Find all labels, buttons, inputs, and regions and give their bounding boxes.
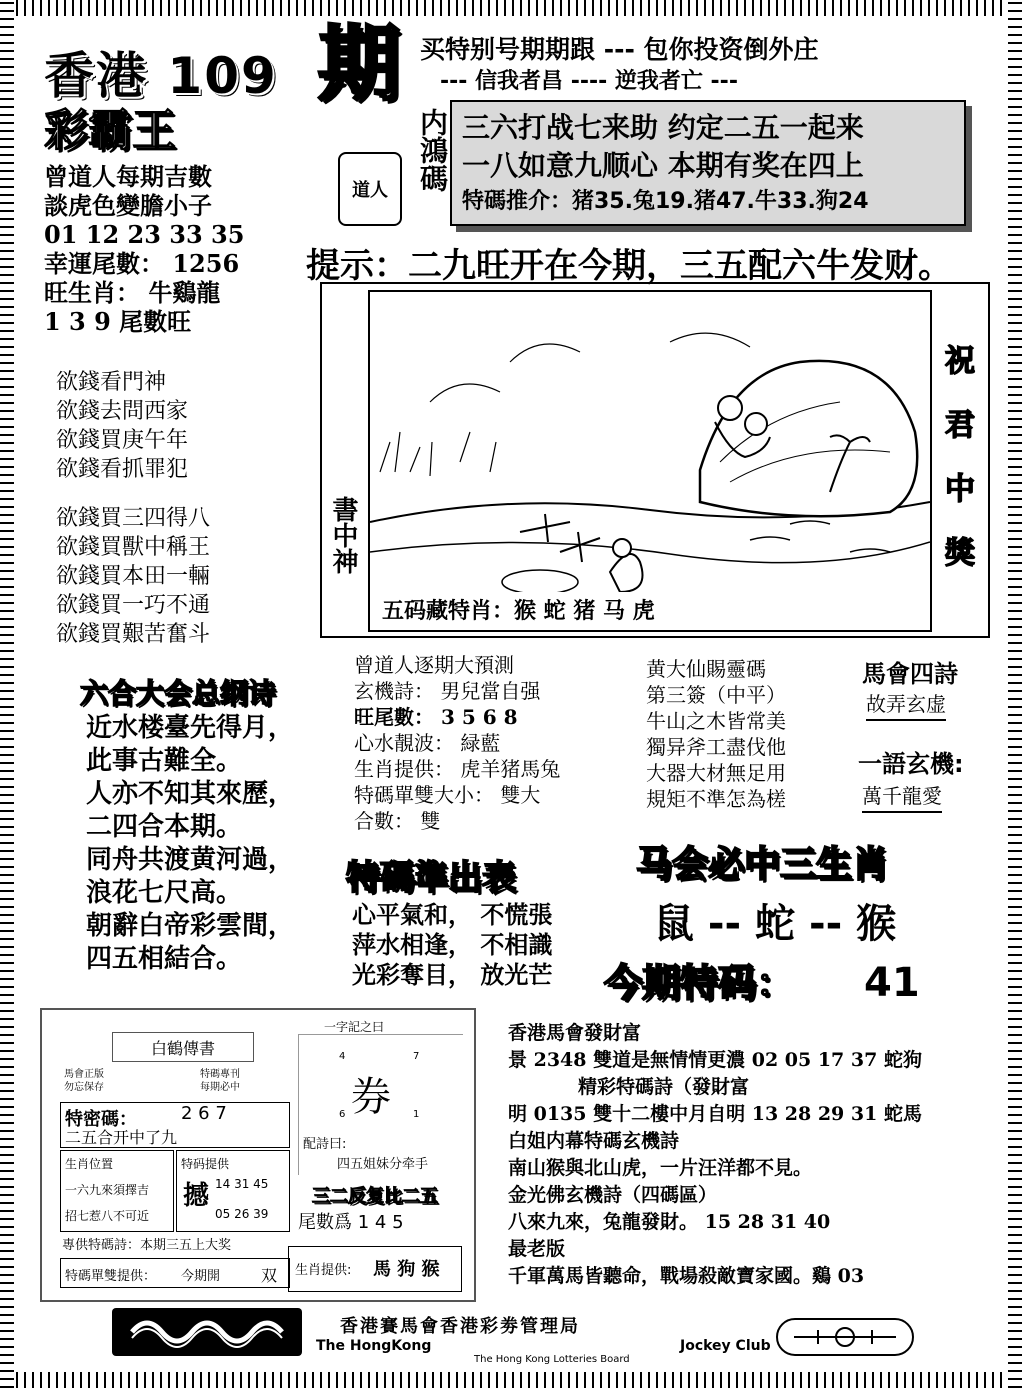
huang-line: 黄大仙賜靈碼: [646, 657, 766, 681]
footer-cn: 香港賽馬會香港彩劵管理局: [340, 1316, 580, 1337]
shengxiao-box: [60, 1150, 174, 1232]
poem-body: [86, 712, 294, 976]
danshuang-label: 特碼單雙提供：: [65, 1269, 157, 1284]
poem-line: 人亦不知其來歷，: [86, 779, 295, 809]
danshuang-right: 双: [261, 1266, 278, 1285]
small-text: 馬會正版: [64, 1069, 104, 1080]
shengxiao-line-2: 招七惹八不可近: [65, 1209, 150, 1223]
footer-en-3: The Hong Kong Lotteries Board: [474, 1354, 630, 1365]
neihongma-box: [450, 100, 966, 226]
border-left: [0, 0, 14, 1388]
tema-biao-line: 光彩奪目， 放光芒: [352, 960, 553, 989]
zhong-char: 中: [945, 472, 975, 507]
tema-tigong-box: [176, 1150, 290, 1232]
zeng-line: 合數： 雙: [354, 809, 441, 833]
neihongma-label: 内鴻碼: [416, 108, 449, 192]
daoren-logo-text: 道人: [338, 152, 402, 226]
yuqian-item: 欲錢看門神: [56, 370, 167, 395]
border-bottom: [0, 1372, 1022, 1388]
left-info-line: 曾道人每期吉數: [44, 162, 212, 191]
poem-line: 此事古難全。: [86, 746, 243, 776]
left-info-line: 1 3 9 尾數旺: [44, 307, 192, 336]
ink-illustration: [368, 290, 932, 632]
yuqian-item: 欲錢買庚午年: [56, 428, 189, 453]
zeng-line: 曾道人逐期大預測: [354, 653, 514, 677]
yuqian-item: 欲錢買艱苦奮斗: [56, 622, 211, 647]
tema-biao-line: 心平氣和， 不慌張: [352, 900, 553, 929]
left-info-line: 幸運尾數： 1256: [44, 249, 240, 278]
zima-label: 特密碼：: [65, 1109, 137, 1130]
daoren-logo: [330, 112, 412, 230]
baihe-small-right: [200, 1068, 240, 1094]
peishi-text: 四五姐妹分牵手: [337, 1157, 429, 1172]
left-info-line: 01 12 23 33 35: [44, 220, 245, 249]
rb-line: 香港馬會發財富: [508, 1022, 642, 1044]
picture-left-label: 書中神: [328, 496, 358, 574]
left-info-line: 談虎色變膽小子: [44, 191, 212, 220]
tema-biao-title: 特碼準出表: [346, 858, 516, 898]
jinqi-label: 今期特码：: [604, 961, 795, 1005]
small-text: 特碼專刊: [200, 1069, 240, 1080]
picture-frame: [320, 282, 990, 638]
huang-line: 規矩不準怎為槎: [646, 787, 786, 811]
jockey-club-logo: [112, 1308, 302, 1356]
rb-line: 明 0135 雙十二樓中月自明 13 28 29 31 蛇馬: [508, 1103, 922, 1125]
rb-line: 金光佛玄機詩（四碼區）: [508, 1184, 718, 1206]
picture-right-label: [936, 330, 984, 586]
yuqian-item: 欲錢買一巧不通: [56, 593, 211, 618]
rb-line: 白姐内幕特碼玄機詩: [508, 1130, 680, 1152]
jun-char: 君: [945, 408, 975, 443]
huang-line: 第三簽（中平）: [646, 683, 786, 707]
yizi-panel: [298, 1034, 463, 1175]
yizi-num-1: 1: [413, 1109, 420, 1120]
rb-line: 南山猴與北山虎，一片汪洋都不見。: [508, 1157, 813, 1179]
poem-line: 四五相結合。: [86, 944, 243, 974]
rb-line: 八來九來，兔龍發財。 15 28 31 40: [508, 1211, 831, 1233]
jinqi-value: 41: [864, 960, 920, 1006]
yuqian-item: 欲錢買三四得八: [56, 506, 211, 531]
danshuang-box: [60, 1258, 290, 1288]
zhuangong-line: 專供特碼詩：本期三五上大奖: [62, 1238, 232, 1253]
poem-line: 浪花七尺高。: [86, 878, 243, 908]
yuqian-list-b: [56, 504, 210, 649]
slogan-line-1: 买特别号期期跟 --- 包你投资倒外庄: [420, 35, 819, 64]
neihongma-line-2: 一八如意九顺心 本期有奖在四上: [462, 149, 864, 182]
shengxiao-line-1: 一六九來須擇吉: [65, 1183, 150, 1197]
mahui-shi-text: 故弄玄虚: [866, 688, 946, 721]
jiang-char: 獎: [945, 536, 975, 571]
zeng-line: 生肖提供： 虎羊猪馬兔: [354, 757, 561, 781]
huang-line: 獨异斧工盡伐他: [646, 735, 786, 759]
border-right: [1008, 0, 1022, 1388]
yizi-num-6: 6: [339, 1109, 346, 1120]
rb-line: 精彩特碼詩（發財富: [578, 1076, 750, 1098]
brand-title: 香港 109: [44, 47, 278, 105]
poem-line: 二四合本期。: [86, 812, 243, 842]
baihe-small-left: [64, 1068, 104, 1094]
yiyu-text: 萬千龍愛: [862, 780, 942, 813]
shengxiao-tigong-value: 馬 狗 猴: [373, 1259, 440, 1280]
zima-value: 2 6 7: [181, 1103, 227, 1124]
tema-nums-2: 05 26 39: [215, 1207, 269, 1221]
small-text: 勿忘保存: [64, 1082, 104, 1093]
brand-subtitle: 彩霸王: [44, 105, 176, 156]
footer-en-2: Jockey Club: [680, 1338, 771, 1354]
poem-line: 朝辭白帝彩雲間，: [86, 911, 295, 941]
bizhong-animals: 鼠 -- 蛇 -- 猴: [654, 901, 897, 947]
yiyu-title: 一語玄機:: [858, 750, 964, 778]
bizhong-title: 马会必中三生肖: [636, 844, 889, 885]
yizi-label: 一字記之曰: [324, 1020, 385, 1034]
peishi-label: 配詩曰:: [303, 1137, 347, 1152]
tema-tigong-label: 特码提供: [181, 1157, 230, 1171]
small-text: 每期必中: [200, 1082, 240, 1093]
danshuang-left: 今期開: [181, 1269, 221, 1284]
tip-text: 提示：二九旺开在今期，三五配六牛发财。: [306, 246, 952, 286]
rb-line: 千軍萬馬皆聽命，戰場殺敵寶家國。鷄 03: [508, 1265, 865, 1287]
yuqian-item: 欲錢去問西家: [56, 399, 189, 424]
poem-title: 六合大会总纲诗: [80, 677, 277, 710]
zeng-line: 玄機詩： 男兒當自强: [354, 679, 541, 703]
lotteries-logo: [776, 1318, 914, 1356]
baihe-title: 白鶴傳書: [112, 1032, 254, 1062]
slogan-line-2: --- 信我者昌 ---- 逆我者亡 ---: [440, 69, 738, 94]
huang-line: 牛山之木皆常美: [646, 709, 786, 733]
left-info: [44, 162, 244, 336]
baihe-box: [40, 1008, 476, 1302]
tema-nums-1: 14 31 45: [215, 1177, 269, 1191]
right-bottom-list: [508, 1020, 994, 1290]
footer-en-1: The HongKong: [316, 1338, 432, 1354]
border-top: [0, 0, 1022, 16]
zeng-predict: [354, 652, 560, 834]
poem-line: 同舟共渡黄河過，: [86, 845, 295, 875]
shengxiao-tigong-box: [288, 1246, 462, 1292]
yuqian-item: 欲錢買本田一輛: [56, 564, 211, 589]
yizi-num-7: 7: [413, 1051, 420, 1062]
zeng-line: 特碼單雙大小： 雙大: [354, 783, 541, 807]
rb-line: 最老版: [508, 1238, 566, 1260]
shengxiao-label: 生肖位置: [65, 1157, 114, 1171]
huang-daxian: [646, 656, 786, 812]
neihongma-line-1: 三六打战七来助 约定二五一起来: [462, 111, 864, 144]
tema-char: 撼: [183, 1181, 210, 1211]
neihongma-line-3: 特碼推介：猪35.兔19.猪47.牛33.狗24: [462, 189, 869, 214]
zima-line: 二五合开中了九: [65, 1128, 178, 1147]
yizi-num-4: 4: [339, 1051, 346, 1062]
qi-character: 期: [318, 17, 401, 112]
rb-line: 景 2348 雙道是無情情更濃 02 05 17 37 蛇狗: [508, 1049, 922, 1071]
yizi-char: 券: [351, 1074, 391, 1120]
huang-line: 大器大材無足用: [646, 761, 786, 785]
zima-box: [60, 1102, 290, 1148]
yuqian-item: 欲錢買獸中稱王: [56, 535, 211, 560]
yuqian-item: 欲錢看抓罪犯: [56, 457, 189, 482]
shengxiao-tigong-label: 生肖提供:: [295, 1263, 352, 1278]
zhu-char: 祝: [945, 344, 975, 379]
mahui-shi-title: 馬會四詩: [862, 660, 958, 688]
fanfu-line: 三二反复比二五: [312, 1186, 438, 1207]
tema-biao-line: 萍水相逢， 不相識: [352, 930, 553, 959]
yuqian-list-a: [56, 368, 188, 484]
left-info-line: 旺生肖： 牛鷄龍: [44, 278, 221, 307]
weishu-line: 尾數爲 1 4 5: [298, 1212, 404, 1233]
zeng-line: 旺尾數： 3 5 6 8: [354, 705, 518, 729]
picture-caption: 五码藏特肖：猴 蛇 猪 马 虎: [378, 592, 659, 627]
tema-biao-lines: [352, 900, 552, 990]
zeng-line: 心水靚波： 緑藍: [354, 731, 501, 755]
poem-line: 近水楼臺先得月，: [86, 713, 295, 743]
